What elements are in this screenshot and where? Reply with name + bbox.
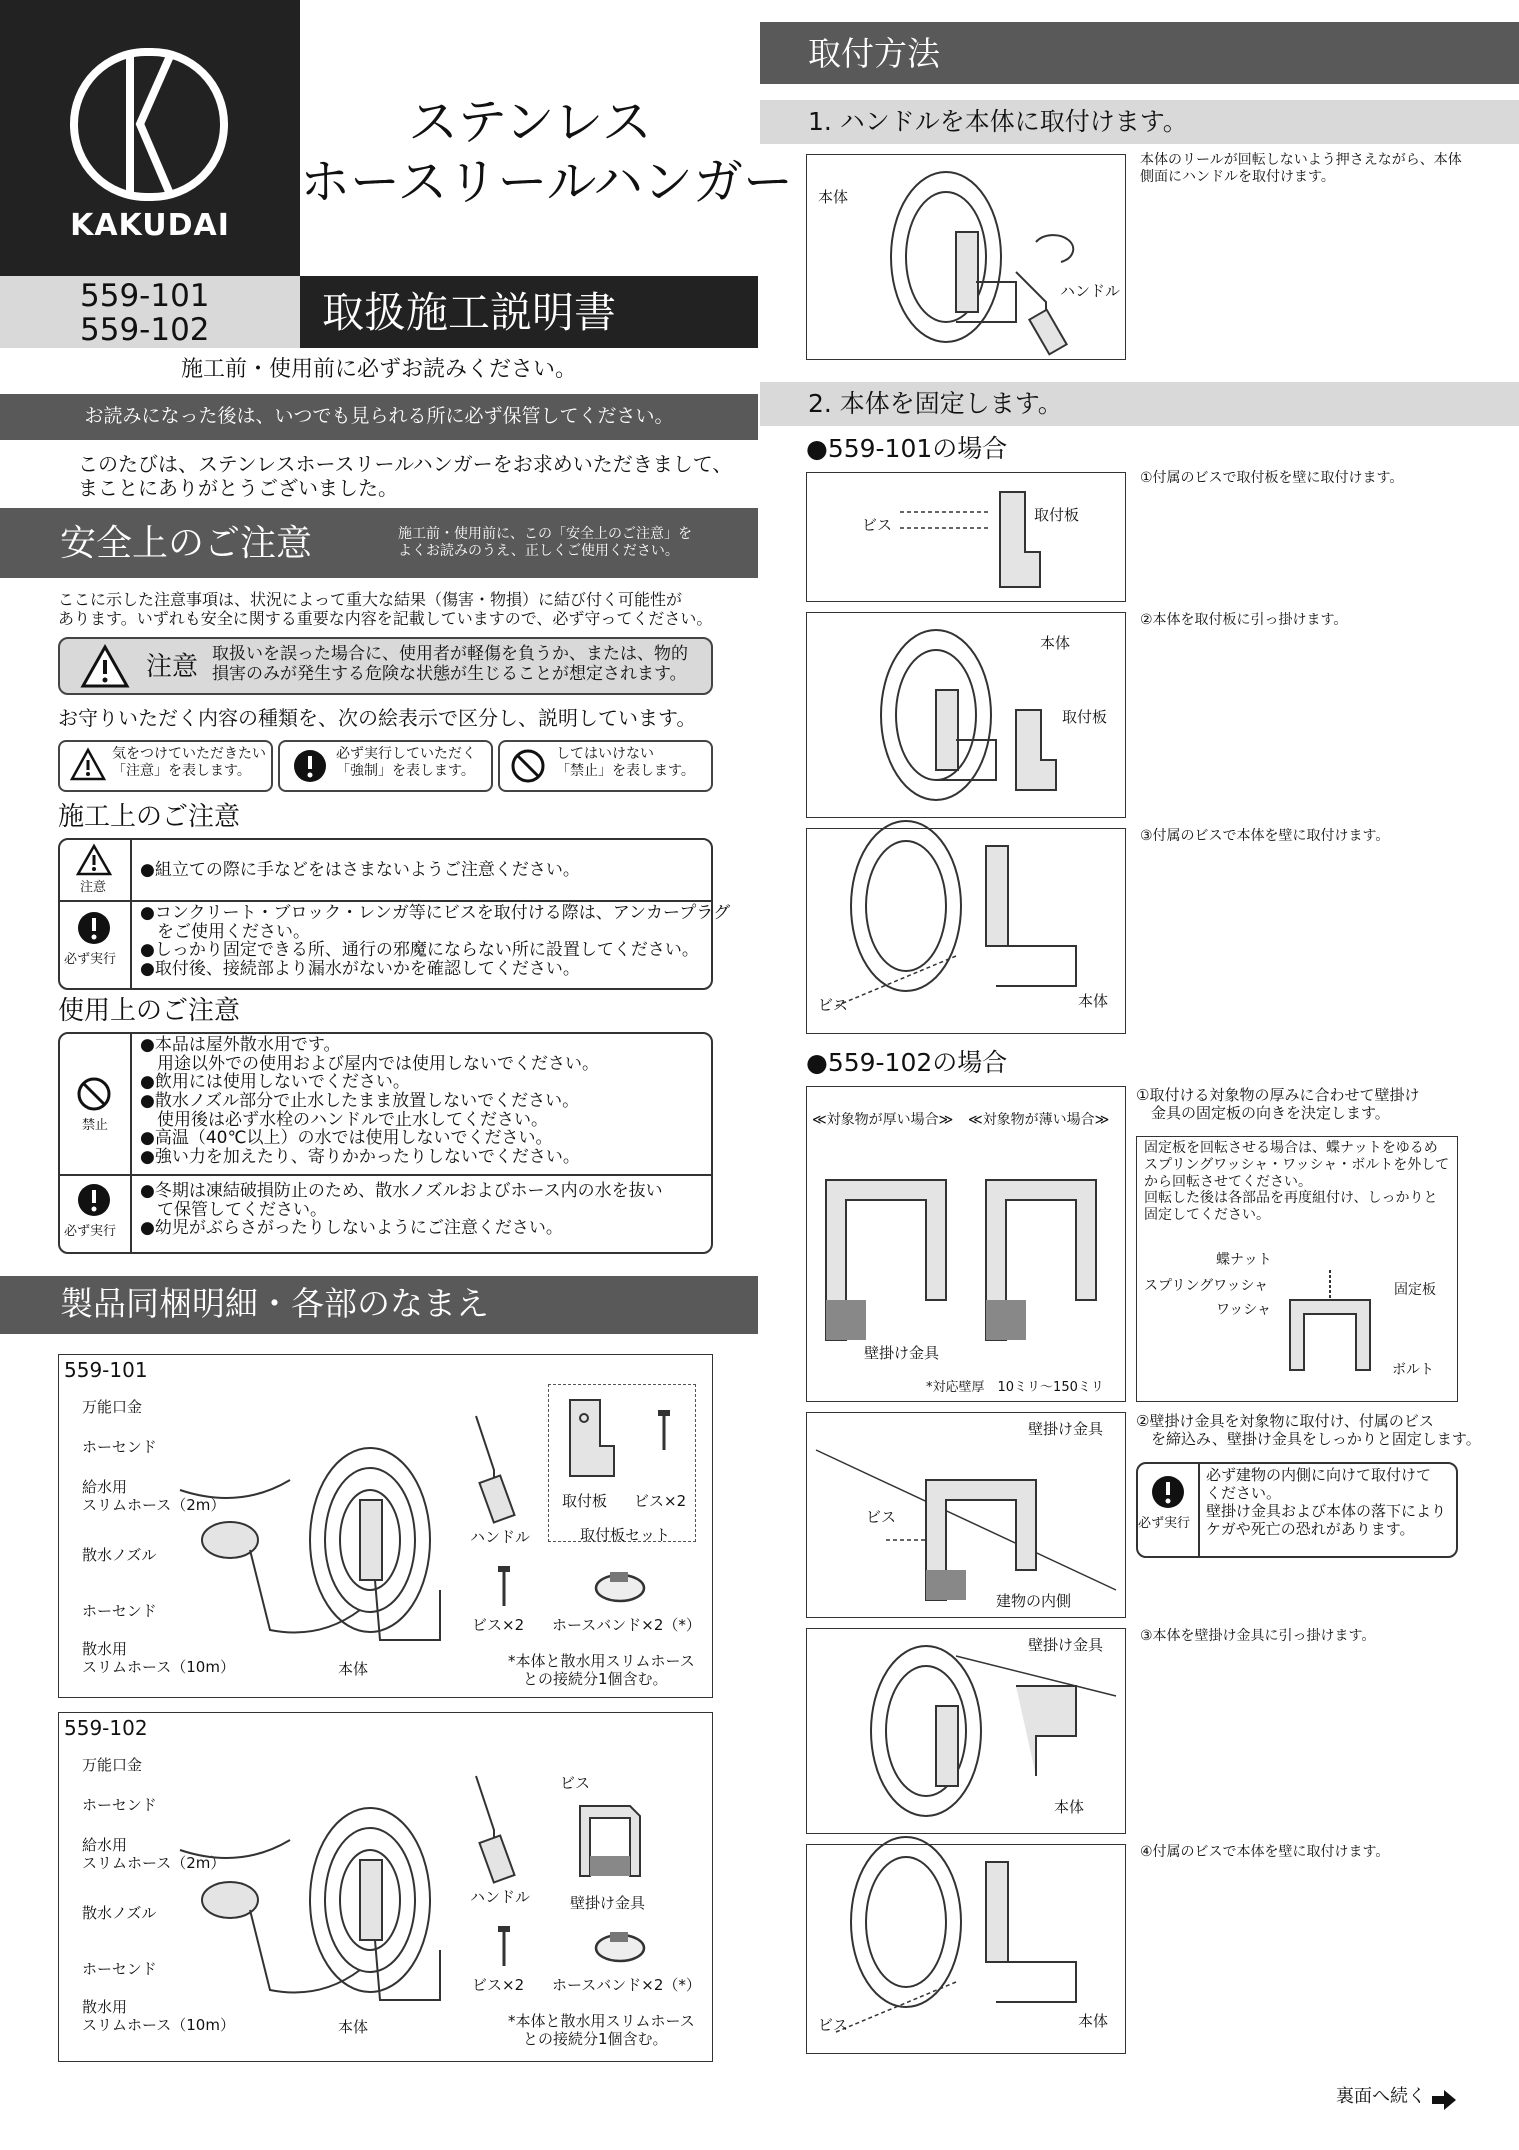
parts-box-model: 559-101 [64,1358,148,1382]
case102-detail-text: 固定板を回転させる場合は、蝶ナットをゆるめ スプリングワッシャ・ワッシャ・ボルトを外して から回転させてください。 回転した後は各部品を再度組付け、しっかりと 固定してください。 [1144,1140,1450,1224]
install-notes-divider-v [130,838,132,990]
case102-t2-bracket: 壁掛け金具 [1028,1420,1104,1438]
step2-title: 2. 本体を固定します。 [808,389,1063,418]
use-notes-heading: 使用上のご注意 [58,996,241,1026]
part-label-faucet-adapter: 万能口金 [82,1398,143,1416]
prohibition-icon [510,748,546,784]
logo-block [0,0,300,276]
part-label-body: 本体 [338,2018,369,2036]
product-title-line1: ステンレス [408,93,652,151]
parts-note: *本体と散水用スリムホース との接続分1個含む。 [508,1652,695,1688]
case102-t1-text: ①取付ける対象物の厚みに合わせて壁掛け 金具の固定板の向きを決定します。 [1136,1086,1420,1122]
use-prohibit-text: ●本品は屋外散水用です。 用途以外での使用および屋内では使用しないでください。 ●飲用には使用しないでください。 ●散水ノズル部分で止水したまま放置しないでください。 使用後は必ず水栓のハンドルで止水してください。 ●高温（40℃以上）の水では使用しないでください。 ●強い力を加えたり、寄りかかったりしないでください。 [140,1035,599,1168]
part-label-handle: ハンドル [470,1888,531,1906]
screw-icon [494,1926,514,1970]
warning-triangle-icon [70,748,106,782]
case-102-heading: ●559-102の場合 [806,1048,1008,1077]
part-label-faucet-adapter: 万能口金 [82,1756,143,1774]
case102-t3-body: 本体 [1054,1798,1085,1816]
use-notes-divider-v [130,1032,132,1254]
case102-t4-text: ④付属のビスで本体を壁に取付けます。 [1140,1844,1390,1860]
hose-band-icon [592,1930,648,1966]
part-label-nozzle: 散水ノズル [82,1546,157,1564]
reel-handle-illustration [816,162,1116,352]
symbol-caution-text: 気をつけていただきたい 「注意」を表します。 [112,746,266,779]
safety-heading: 安全上のご注意 [60,523,313,564]
case101-s2-plate: 取付板 [1062,708,1108,726]
symbol-mandatory-text: 必ず実行していただく 「強制」を表します。 [336,746,476,779]
part-label-bracket-screw: ビス [560,1774,591,1792]
case101-s1-text: ①付属のビスで取付板を壁に取付けます。 [1140,470,1404,486]
read-notice: 施工前・使用前に必ずお読みください。 [180,357,577,382]
step1-label-body: 本体 [818,188,849,206]
use-must-text: ●冬期は凍結破損防止のため、散水ノズルおよびホース内の水を抜い て保管してください。 ●幼児がぶらさがったりしないようにご注意ください。 [140,1181,663,1239]
symbols-intro: お守りいただく内容の種類を、次の絵表示で区分し、説明しています。 [58,706,697,730]
install-notes-heading: 施工上のご注意 [58,802,241,832]
warning-triangle-icon [76,844,112,876]
case101-s1-screw: ビス [862,516,893,534]
case101-s2-text: ②本体を取付板に引っ掛けます。 [1140,612,1348,628]
case102-must-text: 必ず建物の内側に向けて取付けて ください。 壁掛け金具および本体の落下により ケガや死亡の恐れがあります。 [1206,1466,1447,1538]
case102-t2-text: ②壁掛け金具を対象物に取付け、付属のビス を締込み、壁掛け金具をしっかりと固定します。 [1136,1412,1481,1448]
model-number-1: 559-101 [80,278,210,314]
part-label-screws: ビス×2 [472,1616,525,1634]
prohibition-icon [76,1076,112,1112]
install-caution-label: 注意 [80,880,107,895]
part-label-plate-set: 取付板セット [580,1526,671,1544]
case102-must-divider [1198,1462,1200,1558]
case101-s2-body: 本体 [1040,634,1071,652]
install-caution-text: ●組立ての際に手などをはさまないようご注意ください。 [140,860,580,880]
caution-label: 注意 [146,652,199,682]
case102-t2-inside: 建物の内側 [996,1592,1072,1610]
case102-t4-body: 本体 [1078,2012,1109,2030]
safety-side-note: 施工前・使用前に、この「安全上のご注意」を よくお読みのうえ、正しくご使用ください。 [398,526,692,559]
case102-t3-bracket: 壁掛け金具 [1028,1636,1104,1654]
case102-t2-screw: ビス [866,1508,897,1526]
bracket-detail-illustration [1280,1270,1400,1380]
part-label-spray-hose: 散水用 スリムホース（10m） [82,1640,235,1676]
install-notes-divider-h [58,900,713,902]
bracket-attach-illustration [816,1420,1116,1610]
case101-s3-text: ③付属のビスで本体を壁に取付けます。 [1140,828,1390,844]
mounting-plate-illustration [560,1396,620,1486]
case101-s1-plate: 取付板 [1034,506,1080,524]
mandatory-action-icon [76,910,112,946]
plate-mount-illustration [900,482,1100,592]
part-label-hose-end: ホーセンド [82,1438,157,1456]
part-label-spray-hose: 散水用 スリムホース（10m） [82,1998,235,2034]
case102-spring: スプリングワッシャ [1144,1278,1269,1294]
use-notes-divider-h [58,1174,713,1176]
part-label-hose-end: ホーセンド [82,1796,157,1814]
reel-bracket-screw-illustration [816,1852,1116,2042]
handle-illustration [470,1410,520,1530]
arrow-right-icon [1432,2090,1458,2110]
thanks-text: このたびは、ステンレスホースリールハンガーをお求めいただきまして、 まことにありがとうございました。 [78,452,733,500]
part-label-supply-hose: 給水用 スリムホース（2m） [82,1836,226,1872]
symbol-prohibit-text: してはいけない 「禁止」を表します。 [556,746,695,779]
parts-heading: 製品同梱明細・各部のなまえ [60,1284,489,1323]
warning-triangle-icon [80,644,130,690]
hose-band-icon [592,1570,648,1606]
caution-text: 取扱いを誤った場合に、使用者が軽傷を負うか、または、物的 損害のみが発生する危険な状態が生じることが想定されます。 [212,644,688,685]
mandatory-action-icon [76,1182,112,1218]
parts-note: *本体と散水用スリムホース との接続分1個含む。 [508,2012,695,2048]
case102-wingnut: 蝶ナット [1216,1252,1272,1268]
case102-thin: ≪対象物が薄い場合≫ [968,1112,1110,1128]
case102-washer: ワッシャ [1216,1302,1272,1318]
part-label-screws: ビス×2 [472,1976,525,1994]
case102-must-label: 必ず実行 [1138,1516,1191,1531]
step1-label-handle: ハンドル [1060,282,1121,300]
part-label-hose-band: ホースバンド×2（*） [552,1616,701,1634]
parts-box-model: 559-102 [64,1716,148,1740]
case102-plate: 固定板 [1394,1282,1436,1298]
install-must-text: ●コンクリート・ブロック・レンガ等にビスを取付ける際は、アンカープラグ をご使用ください。 ●しっかり固定できる所、通行の邪魔にならない所に設置してください。 ●取付後、接続部より漏水がないかを確認してください。 [140,903,731,980]
handle-illustration [470,1770,520,1890]
case101-s3-screw: ビス [818,996,849,1014]
method-heading: 取付方法 [808,34,940,73]
use-prohibit-label: 禁止 [82,1118,109,1133]
part-label-hose-end-2: ホーセンド [82,1602,157,1620]
reel-screw-illustration [816,836,1116,1026]
mandatory-action-icon [1150,1474,1186,1510]
screw-icon [494,1566,514,1610]
part-label-plate-screws: ビス×2 [634,1492,687,1510]
model-number-2: 559-102 [80,312,210,348]
part-label-hose-band: ホースバンド×2（*） [552,1976,701,1994]
step1-title: 1. ハンドルを本体に取付けます。 [808,107,1188,136]
part-label-nozzle: 散水ノズル [82,1904,157,1922]
next-page-note: 裏面へ続く [1336,2086,1426,2107]
part-label-hose-end-2: ホーセンド [82,1960,157,1978]
case-101-heading: ●559-101の場合 [806,434,1008,463]
manual-title: 取扱施工説明書 [322,288,617,337]
step1-desc: 本体のリールが回転しないよう押さえながら、本体 側面にハンドルを取付けます。 [1140,152,1462,185]
case101-s3-body: 本体 [1078,992,1109,1010]
case102-thick: ≪対象物が厚い場合≫ [812,1112,954,1128]
install-must-label: 必ず実行 [64,952,117,967]
use-must-label: 必ず実行 [64,1224,117,1239]
part-label-handle: ハンドル [470,1528,531,1546]
case102-bracket: 壁掛け金具 [864,1344,940,1362]
part-label-body: 本体 [338,1660,369,1678]
part-label-plate: 取付板 [562,1492,608,1510]
safety-intro: ここに示した注意事項は、状況によって重大な結果（傷害・物損）に結び付く可能性が あります。いずれも安全に関する重要な内容を記載していますので、必ず守ってください。 [58,590,713,629]
brand-name: KAKUDAI [70,208,230,243]
wall-bracket-illustration [570,1796,650,1886]
part-label-supply-hose: 給水用 スリムホース（2m） [82,1478,226,1514]
mandatory-action-icon [292,748,328,784]
case102-bolt: ボルト [1392,1362,1434,1378]
product-title-line2: ホースリールハンガー [300,153,793,211]
case102-t4-screw: ビス [818,2016,849,2034]
case102-t3-text: ③本体を壁掛け金具に引っ掛けます。 [1140,1628,1376,1644]
keep-notice: お読みになった後は、いつでも見られる所に必ず保管してください。 [84,405,674,427]
bracket-orientation-illustration [816,1140,1116,1340]
case102-range: *対応壁厚 10ミリ～150ミリ [926,1380,1104,1395]
screw-icon [654,1410,674,1454]
part-label-bracket: 壁掛け金具 [570,1894,646,1912]
